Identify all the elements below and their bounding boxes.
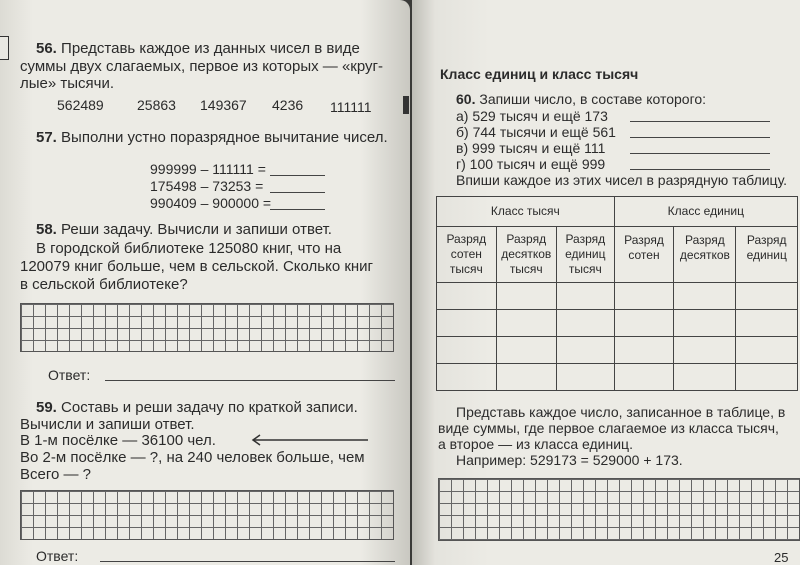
section-heading: Класс единиц и класс тысяч	[440, 66, 639, 82]
task-59-line4: Во 2-м посёлке — ?, на 240 человек больше, чем	[20, 449, 365, 466]
answer-line[interactable]	[105, 380, 395, 381]
table-cell[interactable]	[496, 337, 556, 364]
task-59-answer-label: Ответ:	[36, 548, 79, 564]
task-56-line1: Представь каждое из данных чисел в виде	[61, 40, 360, 57]
answer-line[interactable]	[270, 175, 325, 176]
header-thousands: Разряд единиц тысяч	[556, 227, 614, 283]
table-cell[interactable]	[556, 337, 614, 364]
grid-workspace[interactable]	[20, 490, 394, 540]
table-cell[interactable]	[556, 364, 614, 391]
task-58-number: 58.	[36, 221, 57, 238]
table-row	[437, 310, 798, 337]
right-page	[412, 0, 800, 565]
answer-line[interactable]	[630, 169, 770, 170]
task-60	[456, 91, 706, 107]
table-cell[interactable]	[556, 283, 614, 310]
arrow-left-icon	[250, 434, 370, 446]
task-56-number: 56.	[36, 40, 57, 57]
table-cell[interactable]	[437, 283, 497, 310]
task-60-item-a: а) 529 тысяч и ещё 173	[456, 108, 608, 124]
task-56-line2: суммы двух слагаемых, первое из которых — «круг-	[20, 58, 383, 75]
task-59-line5: Всего — ?	[20, 466, 92, 483]
task-59-line1: Составь и реши задачу по краткой записи.	[61, 399, 358, 416]
answer-line[interactable]	[630, 153, 770, 154]
task-57-expr-3: 990409 – 900000 =	[150, 195, 272, 211]
task-57-expr-1: 999999 – 111111 =	[150, 161, 266, 177]
task-60-p2: виде суммы, где первое слагаемое из класса тысяч,	[438, 420, 779, 436]
task-56-number-3: 149367	[200, 97, 247, 113]
table-row	[437, 337, 798, 364]
task-57-number: 57.	[36, 129, 57, 146]
table-cell[interactable]	[556, 310, 614, 337]
page-edge-mark	[403, 96, 409, 114]
table-cell[interactable]	[437, 337, 497, 364]
answer-line[interactable]	[630, 121, 770, 122]
task-58-answer-label: Ответ:	[48, 367, 91, 383]
task-56	[36, 41, 360, 57]
answer-line[interactable]	[100, 561, 395, 562]
table-cell[interactable]	[736, 283, 798, 310]
table-cell[interactable]	[674, 283, 736, 310]
table-cell[interactable]	[674, 337, 736, 364]
header-tens: Разряд десятков	[674, 227, 736, 283]
task-58-line4: в сельской библиотеке?	[20, 276, 188, 293]
task-58	[36, 222, 332, 238]
place-value-table	[436, 196, 798, 391]
task-60-item-b: б) 744 тысячи и ещё 561	[456, 124, 616, 140]
task-60-instruction: Впиши каждое из этих чисел в разрядную таблицу.	[456, 172, 788, 188]
task-60-number: 60.	[456, 91, 476, 107]
task-60-p3: а второе — из класса единиц.	[438, 436, 633, 452]
task-58-line2: В городской библиотеке 125080 книг, что на	[36, 240, 342, 257]
table-cell[interactable]	[614, 337, 674, 364]
task-56-line3: лые» тысячи.	[20, 75, 115, 92]
task-60-example: Например: 529173 = 529000 + 173.	[456, 452, 683, 468]
table-cell[interactable]	[736, 364, 798, 391]
table-cell[interactable]	[736, 337, 798, 364]
table-cell[interactable]	[674, 310, 736, 337]
class-thousands-header: Класс тысяч	[437, 197, 615, 227]
task-59-line3: В 1-м посёлке — 36100 чел.	[20, 432, 216, 449]
table-cell[interactable]	[674, 364, 736, 391]
table-cell[interactable]	[437, 310, 497, 337]
table-cell[interactable]	[496, 283, 556, 310]
task-56-number-2: 25863	[137, 97, 176, 113]
task-59-number: 59.	[36, 399, 57, 416]
task-56-number-4: 4236	[272, 97, 304, 113]
task-57-expr-2: 175498 – 73253 =	[150, 178, 264, 194]
answer-line[interactable]	[630, 137, 770, 138]
task-56-number-5: 111111	[330, 99, 372, 115]
header-hundreds: Разряд сотен	[614, 227, 674, 283]
header-hundred-thousands: Разряд сотен тысяч	[437, 227, 497, 283]
task-58-line1: Реши задачу. Вычисли и запиши ответ.	[61, 221, 332, 238]
class-units-header: Класс единиц	[614, 197, 797, 227]
task-60-intro: Запиши число, в составе которого:	[479, 91, 707, 107]
task-59-line2: Вычисли и запиши ответ.	[20, 416, 195, 433]
answer-line[interactable]	[270, 192, 325, 193]
task-57-text: Выполни устно поразрядное вычитание чисел.	[61, 129, 388, 146]
table-row	[437, 364, 798, 391]
grid-workspace[interactable]	[438, 478, 800, 541]
table-row	[437, 283, 798, 310]
table-cell[interactable]	[614, 364, 674, 391]
grid-workspace[interactable]	[20, 303, 394, 352]
table-cell[interactable]	[496, 364, 556, 391]
page-number: 25	[774, 550, 789, 565]
header-units: Разряд единиц	[736, 227, 798, 283]
task-60-item-d: г) 100 тысяч и ещё 999	[456, 156, 606, 172]
task-59	[36, 400, 358, 416]
header-ten-thousands: Разряд десятков тысяч	[496, 227, 556, 283]
answer-line[interactable]	[270, 209, 325, 210]
table-cell[interactable]	[614, 283, 674, 310]
task-60-item-c: в) 999 тысяч и ещё 111	[456, 140, 606, 156]
table-cell[interactable]	[437, 364, 497, 391]
task-56-number-1: 562489	[57, 97, 104, 113]
task-58-line3: 120079 книг больше, чем в сельской. Сколько книг	[20, 258, 374, 275]
table-cell[interactable]	[736, 310, 798, 337]
task-57	[36, 130, 388, 146]
table-cell[interactable]	[496, 310, 556, 337]
table-cell[interactable]	[614, 310, 674, 337]
task-60-p1: Представь каждое число, записанное в таблице, в	[456, 404, 786, 420]
page-edge-tab	[0, 36, 9, 60]
